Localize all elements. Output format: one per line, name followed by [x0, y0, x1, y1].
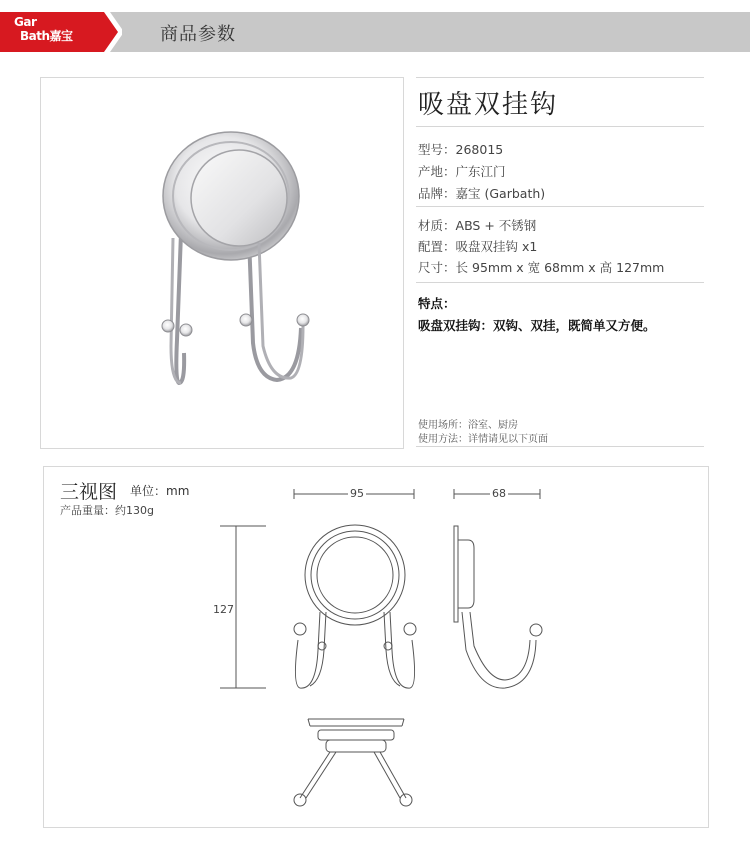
feature-text: 吸盘双挂钩：双钩、双挂，既简单又方便。: [418, 318, 656, 333]
logo-text-bath: Bath嘉宝: [20, 29, 73, 43]
three-view-title: 三视图: [60, 481, 118, 503]
spec-model: 型号：268015: [418, 142, 504, 157]
weight-label: 产品重量：约130g: [60, 504, 154, 517]
feature-label: 特点：: [418, 296, 456, 311]
spec-brand: 品牌：嘉宝 (Garbath): [418, 186, 546, 201]
unit-label: 单位：mm: [130, 484, 190, 498]
page-title: 商品参数: [160, 24, 236, 45]
detail-size: 尺寸：长 95mm x 宽 68mm x 高 127mm: [418, 260, 665, 275]
dimension-height: 127: [213, 603, 234, 616]
logo-text-gar: Gar: [14, 15, 37, 29]
usage-method: 使用方法：详情请见以下页面: [418, 434, 548, 445]
spec-origin: 产地：广东江门: [418, 164, 506, 179]
usage-place: 使用场所：浴室、厨房: [418, 420, 518, 431]
detail-material: 材质：ABS + 不锈钢: [418, 218, 537, 233]
product-name: 吸盘双挂钩: [418, 90, 559, 120]
detail-config: 配置：吸盘双挂钩 x1: [418, 239, 538, 254]
dimension-depth: 68: [492, 487, 506, 500]
dimension-width: 95: [350, 487, 364, 500]
